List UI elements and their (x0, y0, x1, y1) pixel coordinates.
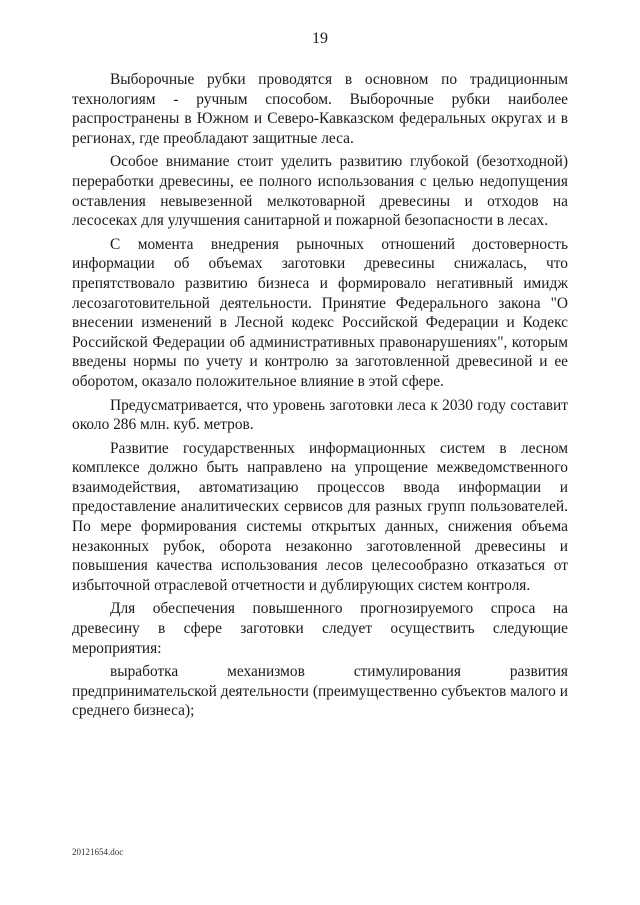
paragraph-market-relations: С момента внедрения рыночных отношений достоверность информации об объемах заготовки древесины снижалась, что препятствовало развитию бизнеса и формировало негативный имидж лесозаготовительной деятельности. Принятие Федерального закона "О внесении изменений в Лесной кодекс Российской Федерации и Кодекс Российской Федерации об административных правонарушениях", которым введены нормы по учету и контролю за заготовленной древесиной и ее оборотом, оказало положительное влияние в этой сфере. (72, 235, 568, 390)
document-footer-filename: 20121654.doc (72, 847, 124, 857)
paragraph-harvest-forecast: Предусматривается, что уровень заготовки леса к 2030 году составит около 286 млн. куб. метров. (72, 396, 568, 434)
paragraph-selective-logging: Выборочные рубки проводятся в основном по традиционным технологиям - ручным способом. Выборочные рубки наиболее распространены в Южном и Северо-Кавказском федеральных округах и в регионах, где преобладают защитные леса. (72, 71, 568, 147)
page-number: 19 (312, 30, 328, 47)
document-body (72, 70, 568, 725)
paragraph-deep-processing: Особое внимание стоит уделить развитию глубокой (безотходной) переработки древесины, ее полного использования с целью недопущения оставления невывезенной мелкотоварной древесины и отходов на лесосеках для улучшения санитарной и пожарной безопасности в лесах. (72, 153, 568, 230)
paragraph-information-systems: Развитие государственных информационных систем в лесном комплексе должно быть направлено на упрощение межведомственного взаимодействия, автоматизацию процессов ввода информации и предоставление аналитических сервисов для разных групп пользователей. По мере формирования системы открытых данных, снижения объема незаконных рубок, оборота незаконно заготовленной древесины и повышения качества использования лесов целесообразно отказаться от избыточной отраслевой отчетности и дублирующих систем контроля. (72, 439, 568, 594)
paragraph-demand-measures: Для обеспечения повышенного прогнозируемого спроса на древесину в сфере заготовки следует осуществить следующие мероприятия: (72, 600, 568, 657)
paragraph-stimulation-mechanisms: выработка механизмов стимулирования развития предпринимательской деятельности (преимущественно субъектов малого и среднего бизнеса); (72, 663, 568, 720)
